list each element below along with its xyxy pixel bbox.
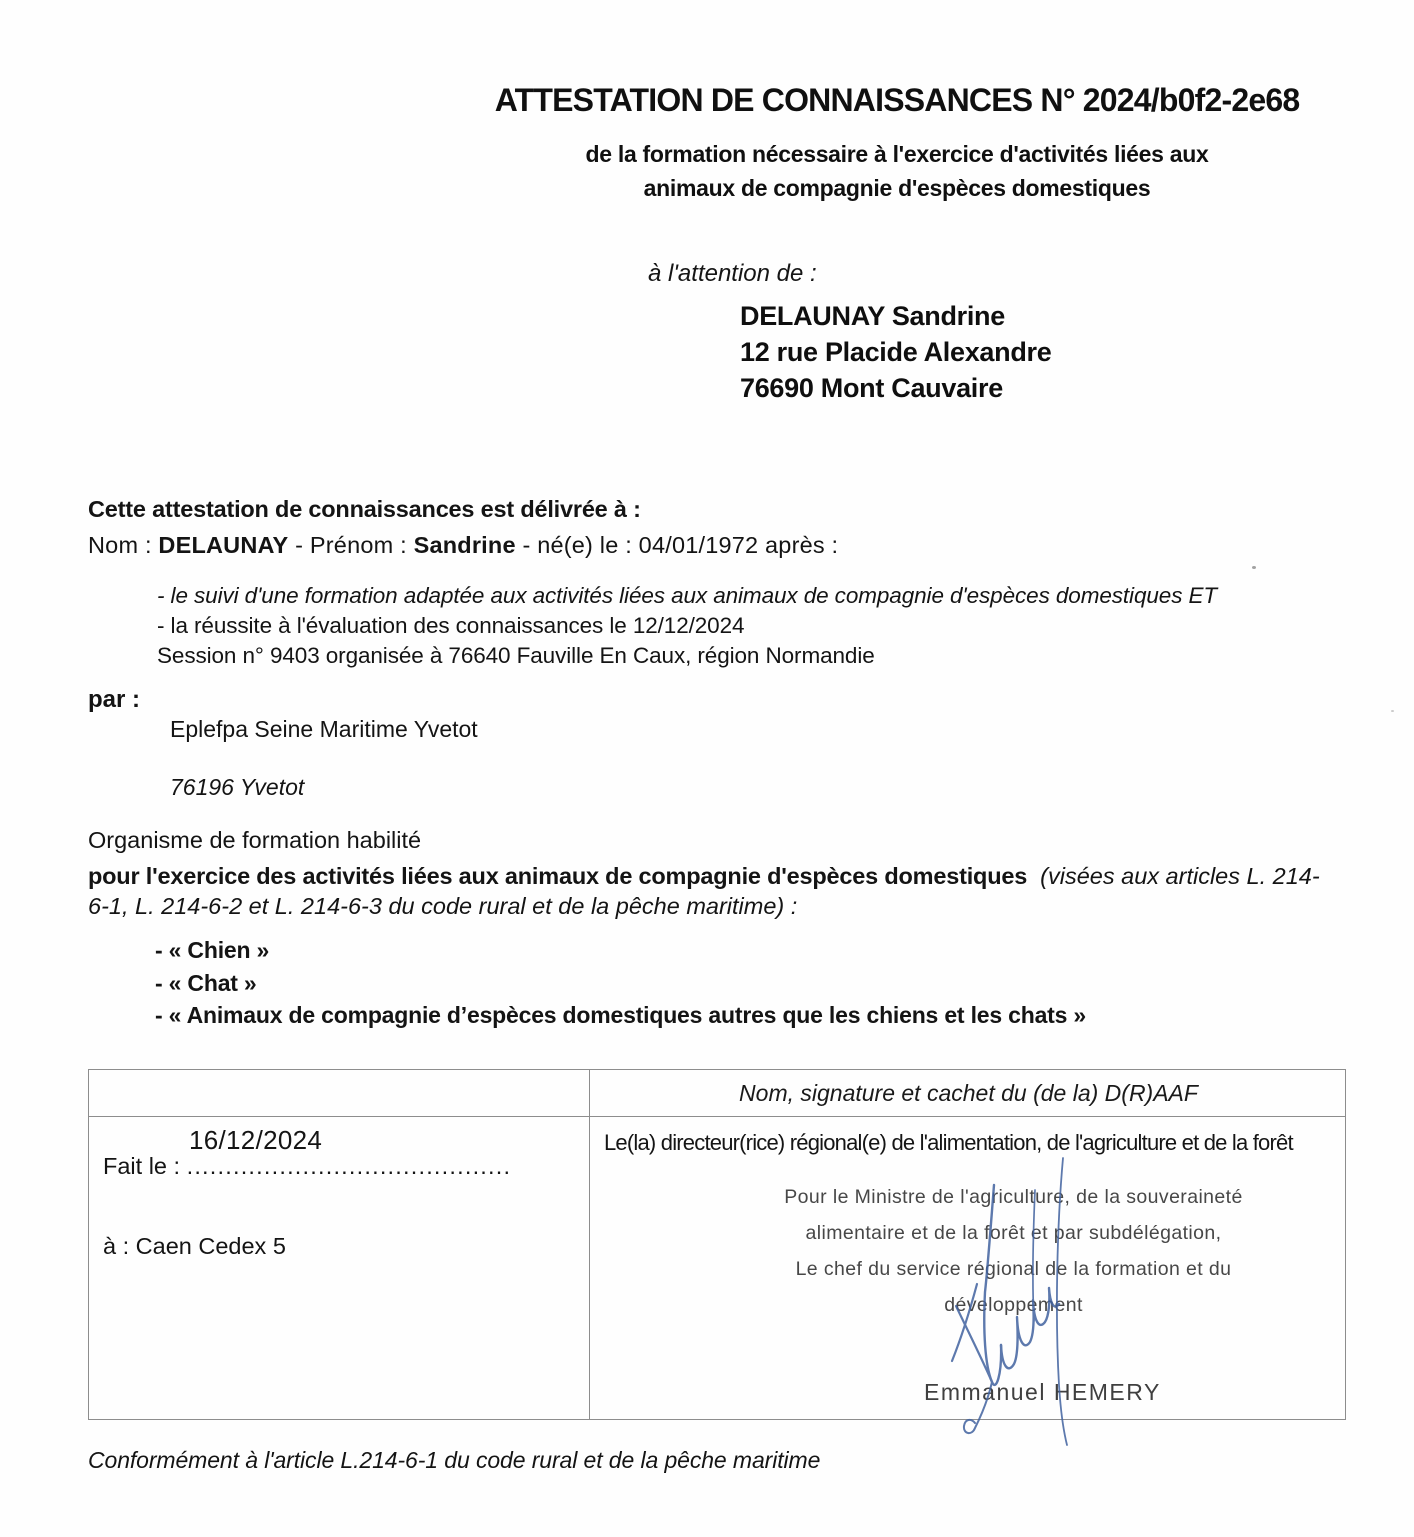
signature-scribble bbox=[930, 1145, 1180, 1455]
document-title: ATTESTATION DE CONNAISSANCES N° 2024/b0f2-2e68 bbox=[494, 82, 1300, 118]
organisme-name: Eplefpa Seine Maritime Yvetot bbox=[170, 716, 478, 742]
nom-value: DELAUNAY bbox=[158, 532, 289, 558]
table-cell-date-place bbox=[89, 1117, 589, 1419]
attention-block bbox=[648, 260, 1051, 406]
stamp-line-4: développement bbox=[944, 1294, 1083, 1316]
fait-le-dotted-line: .......................................... bbox=[186, 1153, 512, 1179]
habilitation-block bbox=[88, 825, 1334, 922]
signatory-name: Emmanuel HEMERY bbox=[924, 1379, 1161, 1405]
prenom-value: Sandrine bbox=[413, 532, 516, 558]
habilitation-paragraph bbox=[88, 861, 1334, 922]
species-list bbox=[155, 934, 1086, 1032]
footer-legal-line: Conformément à l'article L.214-6-1 du code rural et de la pêche maritime bbox=[88, 1447, 821, 1473]
identity-line bbox=[88, 532, 838, 559]
birth-text: - né(e) le : 04/01/1972 après : bbox=[515, 532, 839, 558]
species-item-chat: - « Chat » bbox=[155, 969, 257, 996]
habilitation-bold: pour l'exercice des activités liées aux animaux de compagnie d'espèces domestiques bbox=[88, 862, 1028, 889]
prenom-label: - Prénom : bbox=[288, 532, 414, 558]
nom-label: Nom : bbox=[88, 532, 159, 558]
organisme-city: 76196 Yvetot bbox=[170, 774, 305, 800]
director-title: Le(la) directeur(rice) régional(e) de l'alimentation, de l'agriculture et de la forêt bbox=[604, 1130, 1293, 1155]
par-label: par : bbox=[88, 686, 141, 713]
subtitle-line-1: de la formation nécessaire à l'exercice d'activités liées aux bbox=[585, 141, 1209, 167]
recipient-name: DELAUNAY Sandrine bbox=[740, 301, 1005, 331]
stamp-line-1: Pour le Ministre de l'agriculture, de la souveraineté bbox=[784, 1186, 1243, 1208]
scan-speck bbox=[1391, 710, 1394, 712]
document-heading bbox=[380, 82, 1414, 205]
attention-label: à l'attention de : bbox=[648, 260, 817, 287]
fait-le-line bbox=[103, 1153, 511, 1180]
scan-speck bbox=[1252, 566, 1256, 569]
place-line: à : Caen Cedex 5 bbox=[103, 1233, 286, 1259]
species-item-autres: - « Animaux de compagnie d’espèces domestiques autres que les chiens et les chats » bbox=[155, 1002, 1087, 1028]
subtitle-line-2: animaux de compagnie d'espèces domestiques bbox=[643, 175, 1151, 201]
habilitation-articles: (visées aux articles L. 214-6-1, L. 214-6-2 et L. 214-6-3 du code rural et de la pêche maritime) : bbox=[88, 862, 1320, 919]
habilitation-line-1: Organisme de formation habilité bbox=[88, 827, 422, 853]
recipient-street: 12 rue Placide Alexandre bbox=[740, 337, 1052, 367]
recipient-city: 76690 Mont Cauvaire bbox=[740, 373, 1003, 403]
stamp-line-3: Le chef du service régional de la formation et du bbox=[795, 1258, 1232, 1280]
fait-le-label: Fait le : bbox=[103, 1153, 187, 1179]
fait-le-date: 16/12/2024 bbox=[189, 1125, 323, 1155]
formation-item-3: Session n° 9403 organisée à 76640 Fauville En Caux, région Normandie bbox=[157, 643, 875, 668]
species-item-chien: - « Chien » bbox=[155, 937, 270, 963]
table-header-right: Nom, signature et cachet du (de la) D(R)AAF bbox=[739, 1080, 1198, 1106]
formation-item-2: - la réussite à l'évaluation des connaissances le 12/12/2024 bbox=[157, 613, 745, 638]
formation-item-1: - le suivi d'une formation adaptée aux activités liées aux animaux de compagnie d'espèces domestiques ET bbox=[157, 583, 1218, 608]
delivery-heading: Cette attestation de connaissances est délivrée à : bbox=[88, 496, 641, 522]
recipient-address bbox=[740, 298, 1051, 406]
formation-conditions bbox=[157, 581, 1217, 671]
stamp-line-2: alimentaire et de la forêt et par subdélégation, bbox=[805, 1222, 1222, 1244]
delivery-block bbox=[88, 496, 838, 559]
document-subtitle bbox=[380, 137, 1414, 205]
